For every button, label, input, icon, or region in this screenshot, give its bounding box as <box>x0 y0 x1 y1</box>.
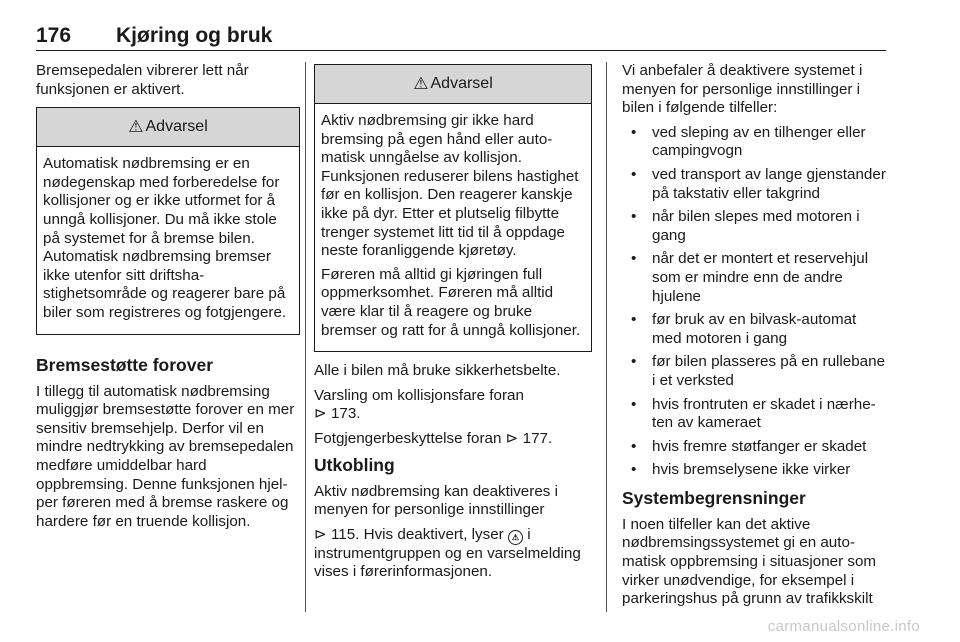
section-heading: Systembegrensninger <box>622 487 806 508</box>
warning-text: Aktiv nødbremsing gir ikke hard bremsing på egen hånd eller automatisk unngåelse av kollisjon. Funksjonen reduserer bilens hastighet før en kollisjon. Den reagerer kanskje ikke på dyr. Etter et plutselig filbytte trenger systemet litt tid til å oppdage neste foranliggende kjøretøy. <box>321 112 579 260</box>
warning-triangle-icon: ⚠ <box>413 73 429 93</box>
reference-text: Varsling om kollisjonsfare foran <box>314 386 524 404</box>
reference-paragraph <box>314 387 592 424</box>
list-item: • før bilen plasseres på en rullebane i et verksted <box>622 353 886 390</box>
column-2 <box>314 62 592 588</box>
warning-header <box>315 65 591 104</box>
list-item: • hvis fremre støtfanger er skadet <box>622 438 886 457</box>
warning-title: Advarsel <box>145 117 208 135</box>
column-1 <box>36 62 300 537</box>
page-number: 176 <box>36 24 72 47</box>
watermark: carmanualsonline.info <box>767 618 920 635</box>
page-reference: 115. Hvis deaktivert, lyser <box>330 525 504 543</box>
section-heading: Bremsestøtte forover <box>36 354 213 375</box>
reference-arrow-icon: ⊳ <box>505 429 519 447</box>
section-heading: Utkobling <box>314 454 395 475</box>
chapter-title: Kjøring og bruk <box>116 24 273 47</box>
reference-arrow-icon: ⊳ <box>314 525 327 543</box>
list-item: • før bruk av en bilvask-automat med motoren i gang <box>622 311 886 348</box>
warning-body <box>37 147 299 333</box>
intro-paragraph: Bremsepedalen vibrerer lett når funksjonen er aktivert. <box>36 62 249 98</box>
warning-box <box>36 107 300 334</box>
list-item: • ved transport av lange gjenstander på takstativ eller takgrind <box>622 166 886 203</box>
section-paragraph: Aktiv nødbremsing kan deaktiveres i menyen for personlige innstillinger <box>314 482 558 519</box>
list-item: • hvis frontruten er skadet i nærheten av kameraet <box>622 396 886 433</box>
list-item: • hvis bremselysene ikke virker <box>622 461 886 480</box>
warning-text: Føreren må alltid gi kjøringen full oppmerksomhet. Føreren må alltid være klar til å reagere og bruke bremser og ratt for å unngå kollisjoner. <box>321 265 581 339</box>
seatbelt-paragraph: Alle i bilen må bruke sikkerhetsbelte. <box>314 362 561 380</box>
warning-title: Advarsel <box>430 74 493 92</box>
warning-text: Automatisk nødbremsing er en nødegenskap med forberedelse for kollisjoner og er ikke utformet for å unngå kollisjoner. Du må ikke stole på systemet for å bremse bilen. Automatisk nødbremsing bremser ikke utenfor sitt driftshastighetsområde og reagerer bare på biler som registreres og fotgjengere. <box>43 155 287 321</box>
warning-triangle-icon: ⚠ <box>128 116 144 136</box>
list-item: • når bilen slepes med motoren i gang <box>622 208 886 245</box>
section-text: i instrumentgruppen og en varselmelding vises i førerinformasjonen. <box>314 525 581 581</box>
section-paragraph: I noen tilfeller kan det aktive nødbremsingssystemet gi en automatisk oppbremsing i situasjoner som virker unødvendige, for eksempel i parkeringshus på grunn av trafikkskilt <box>622 515 877 608</box>
reference-paragraph <box>314 430 592 449</box>
bullet-list <box>622 124 886 480</box>
list-item: • når det er montert et reservehjul som er mindre enn de andre hjulene <box>622 250 886 306</box>
list-item: • ved sleping av en tilhenger eller campingvogn <box>622 124 886 161</box>
page-reference[interactable]: 177. <box>522 429 553 447</box>
column-divider <box>305 62 306 612</box>
page-header <box>36 22 886 51</box>
section-paragraph: I tillegg til automatisk nødbremsing muliggjør bremsestøtte forover en mer sensitiv bremsehjelp. Derfor vil en mindre nedtrykking av bremsepedalen medføre umiddelbar hard oppbremsing. Denne funksjonen hjelper føreren med å bremse raskere og hardere før en truende kollisjon. <box>36 382 295 530</box>
intro-paragraph: Vi anbefaler å deaktivere systemet i menyen for personlige innstillinger i bilen i følgende tilfeller: <box>622 62 863 117</box>
column-divider <box>606 62 607 612</box>
section-paragraph <box>314 526 592 582</box>
warning-body <box>315 104 591 351</box>
reference-arrow-icon: ⊳ <box>314 405 327 423</box>
page-reference[interactable]: 173. <box>330 405 361 423</box>
warning-header <box>37 108 299 147</box>
reference-text: Fotgjengerbeskyttelse foran <box>314 429 502 447</box>
emergency-brake-off-icon: ⚠ <box>508 530 523 545</box>
column-3 <box>622 62 886 615</box>
warning-box <box>314 64 592 352</box>
